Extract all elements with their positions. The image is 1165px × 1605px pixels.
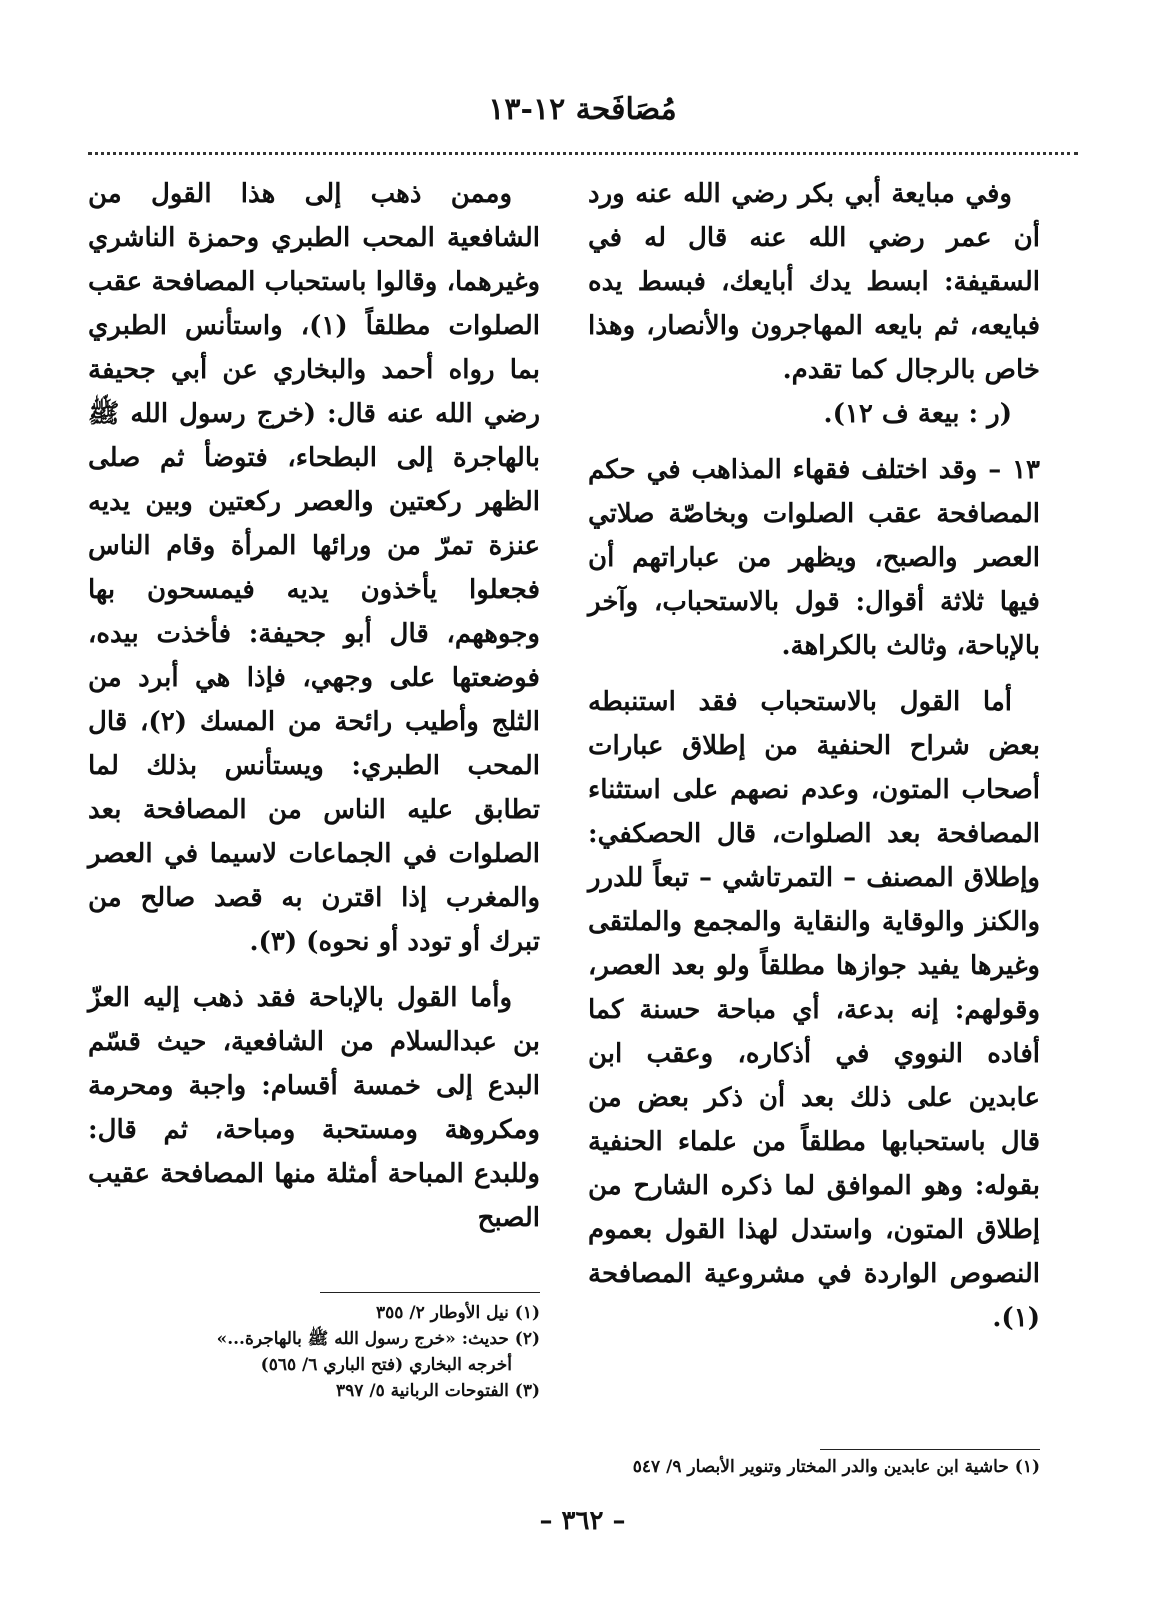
paragraph: وفي مبايعة أبي بكر رضي الله عنه ورد أن عمر رضي الله عنه قال له في السقيفة: ابسط يدك أبايعك، فبسط يده فبايعه، ثم بايعه المهاجرون والأنصار، وهذا خاص بالرجال كما تقدم. (588, 179, 1040, 385)
right-column (588, 172, 1040, 1340)
paragraph: أما القول بالاستحباب فقد استنبطه بعض شراح الحنفية من إطلاق عبارات أصحاب المتون، وعدم نصهم على استثناء المصافحة بعد الصلوات، قال الحصكفي: وإطلاق المصنف – التمرتاشي – تبعاً للدرر والكنز والوقاية والنقاية والمجمع والملتقى وغيرها يفيد جوازها مطلقاً ولو بعد العصر، وقولهم: إنه بدعة، أي مباحة حسنة كما أفاده النووي في أذكاره، وعقب ابن عابدين على ذلك بعد أن ذكر بعض من قال باستحبابها مطلقاً من علماء الحنفية بقوله: وهو الموافق لما ذكره الشارح من إطلاق المتون، واستدل لهذا القول بعموم النصوص الواردة في مشروعية المصافحة (١). (588, 687, 1040, 1333)
header-divider (88, 152, 1078, 155)
footnote-continuation: أخرجه البخاري (فتح الباري ٦/ ٥٦٥) (260, 1355, 512, 1375)
footnote-divider (320, 1292, 540, 1293)
page-title: مُصَافَحة ١٢-١٣ (488, 92, 677, 127)
left-column (88, 172, 540, 1240)
paragraph: وممن ذهب إلى هذا القول من الشافعية المحب الطبري وحمزة الناشري وغيرهما، وقالوا باستحباب المصافحة عقب الصلوات مطلقاً (١)، واستأنس الطبري بما رواه أحمد والبخاري عن أبي جحيفة رضي الله عنه قال: (خرج رسول الله ﷺ بالهاجرة إلى البطحاء، فتوضأ ثم صلى الظهر ركعتين والعصر ركعتين وبين يديه عنزة تمرّ من ورائها المرأة وقام الناس فجعلوا يأخذون يديه فيمسحون بها وجوههم، قال أبو جحيفة: فأخذت بيده، فوضعتها على وجهي، فإذا هي أبرد من الثلج وأطيب رائحة من المسك (٢)، قال المحب الطبري: ويستأنس بذلك لما تطابق عليه الناس من المصافحة بعد الصلوات في الجماعات لاسيما في العصر والمغرب إذا اقترن به قصد صالح من تبرك أو تودد أو نحوه) (٣). (88, 179, 540, 957)
paragraph-section-13: ١٣ – وقد اختلف فقهاء المذاهب في حكم المصافحة عقب الصلوات وبخاصّة صلاتي العصر والصبح، ويظهر من عباراتهم أن فيها ثلاثة أقوال: قول بالاستحباب، وآخر بالإباحة، وثالث بالكراهة. (588, 455, 1040, 661)
footnote-divider (820, 1449, 1040, 1450)
footnote: (١) نيل الأوطار ٢/ ٣٥٥ (376, 1303, 540, 1323)
footnote: (١) حاشية ابن عابدين والدر المختار وتنوير الأبصار ٩/ ٥٤٧ (632, 1457, 1040, 1477)
footnote: (٣) الفتوحات الربانية ٥/ ٣٩٧ (336, 1381, 540, 1401)
footnotes-left (88, 1300, 540, 1404)
paragraph: وأما القول بالإباحة فقد ذهب إليه العزّ بن عبدالسلام من الشافعية، حيث قسّم البدع إلى خمسة أقسام: واجبة ومحرمة ومكروهة ومستحبة ومباحة، ثم قال: وللبدع المباحة أمثلة منها المصافحة عقيب الصبح (88, 983, 540, 1233)
footnote: (٢) حديث: «خرج رسول الله ﷺ بالهاجرة...» (216, 1329, 540, 1349)
cross-reference: (ر : بيعة ف ١٢). (823, 399, 1012, 429)
page-number: – ٣٦٢ – (539, 1506, 626, 1536)
footnotes-right (588, 1454, 1040, 1480)
